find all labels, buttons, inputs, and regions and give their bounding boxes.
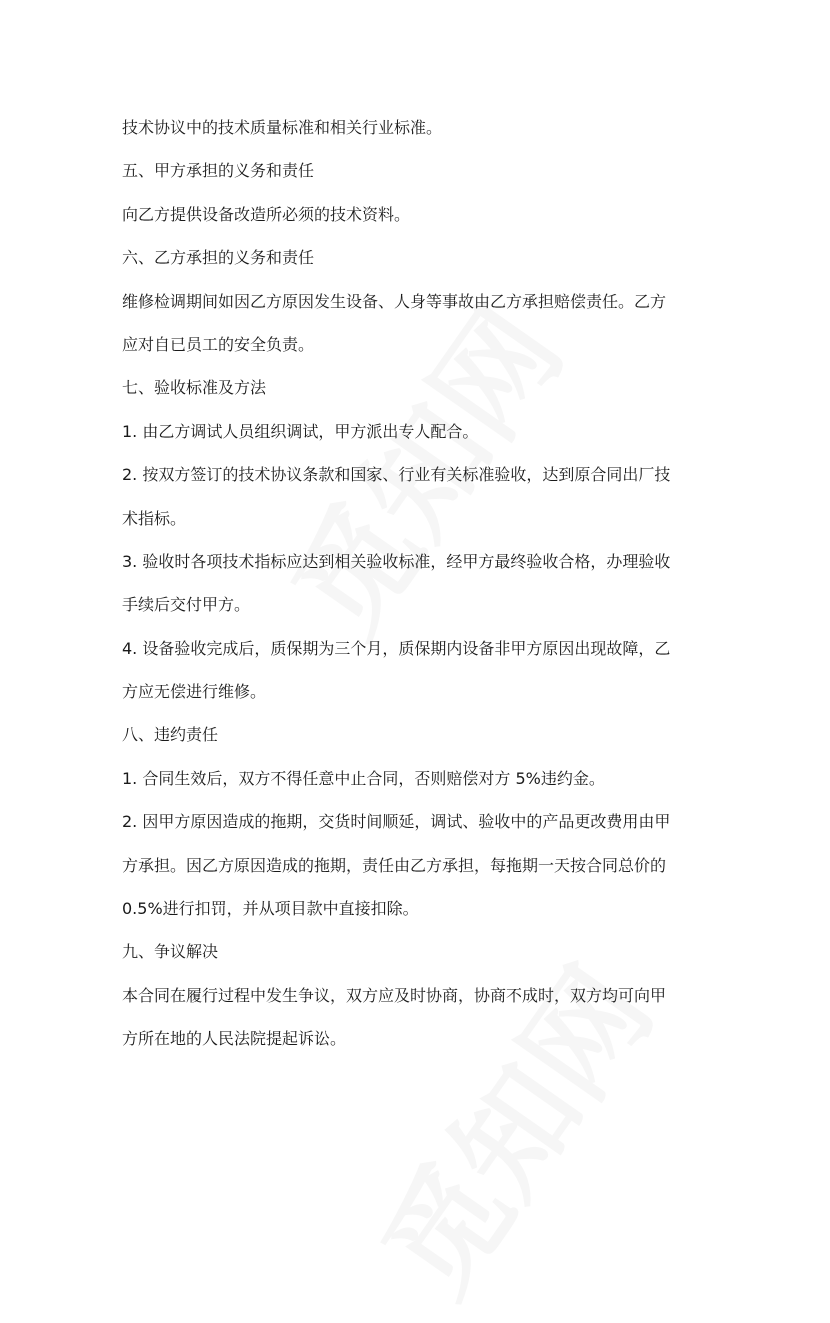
text-line: 3. 验收时各项技术指标应达到相关验收标准，经甲方最终验收合格，办理验收 (122, 551, 671, 571)
text-line: 2. 因甲方原因造成的拖期，交货时间顺延，调试、验收中的产品更改费用由甲 (122, 812, 671, 832)
text-line: 方所在地的人民法院提起诉讼。 (122, 1029, 347, 1049)
text-line: 手续后交付甲方。 (122, 595, 251, 615)
text-line: 本合同在履行过程中发生争议，双方应及时协商，协商不成时，双方均可向甲 (122, 985, 667, 1005)
text-line: 术指标。 (122, 508, 187, 528)
text-line: 0.5%进行扣罚，并从项目款中直接扣除。 (122, 899, 419, 919)
text-line: 4. 设备验收完成后，质保期为三个月，质保期内设备非甲方原因出现故障，乙 (122, 638, 671, 658)
text-line: 1. 由乙方调试人员组织调试，甲方派出专人配合。 (122, 421, 479, 441)
text-line: 五、甲方承担的义务和责任 (122, 161, 315, 181)
text-line: 技术协议中的技术质量标准和相关行业标准。 (122, 118, 443, 137)
text-line: 2. 按双方签订的技术协议条款和国家、行业有关标准验收，达到原合同出厂技 (122, 465, 671, 485)
text-line: 七、验收标准及方法 (122, 378, 267, 398)
text-line: 方应无偿进行维修。 (122, 682, 267, 702)
text-line: 八、违约责任 (122, 725, 219, 745)
text-line: 维修检调期间如因乙方原因发生设备、人身等事故由乙方承担赔偿责任。乙方 (122, 291, 667, 311)
text-line: 六、乙方承担的义务和责任 (122, 248, 315, 268)
text-line: 1. 合同生效后，双方不得任意中止合同，否则赔偿对方 5%违约金。 (122, 768, 605, 788)
text-line: 向乙方提供设备改造所必须的技术资料。 (122, 204, 411, 224)
text-line: 应对自已员工的安全负责。 (122, 334, 315, 354)
document-body (122, 106, 722, 1061)
text-line: 九、争议解决 (122, 942, 219, 962)
text-line: 方承担。因乙方原因造成的拖期，责任由乙方承担，每拖期一天按合同总价的 (122, 855, 667, 875)
